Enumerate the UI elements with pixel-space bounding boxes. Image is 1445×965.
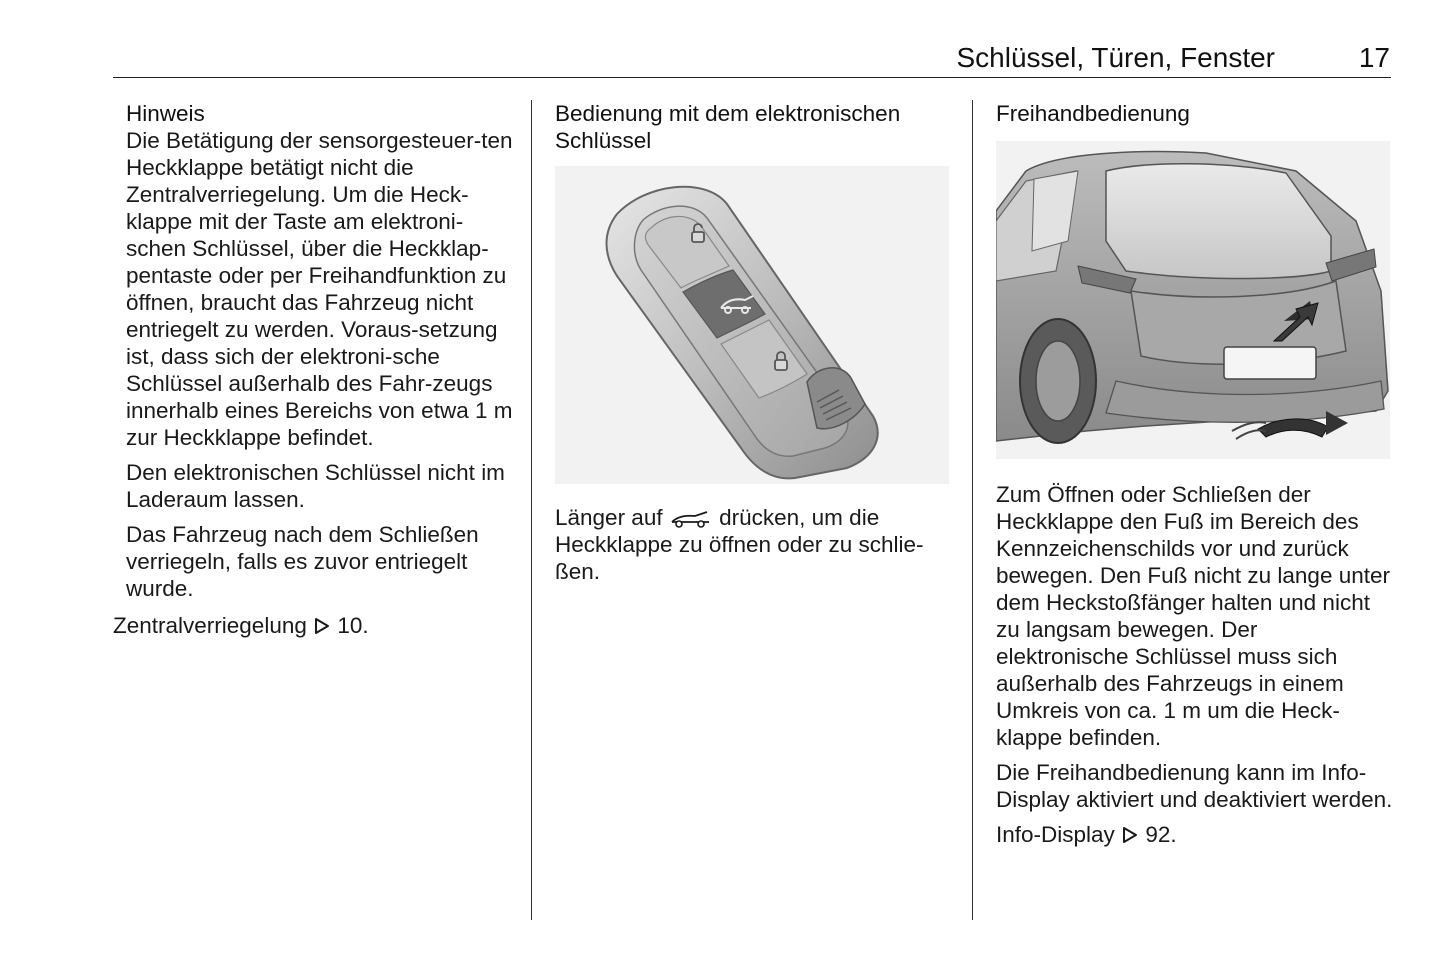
header-rule xyxy=(113,77,1391,78)
paragraph: Zum Öffnen oder Schließen der Heckklappe den Fuß im Bereich des Kennzeichenschilds vor und zurück bewegen. Den Fuß nicht zu lange unter dem Heckstoßfänger halten und nicht zu langsam bewegen. Der elektronische Schlüssel muss sich außerhalb des Fahrzeugs in einem Umkreis von ca. 1 m um die Heck-klappe befinden. xyxy=(996,482,1390,750)
column-divider xyxy=(972,100,973,920)
section-title: Schlüssel, Türen, Fenster xyxy=(956,42,1275,73)
instruction-text-end: drücken, um die Heckklappe zu öffnen oder zu schlie-ßen. xyxy=(555,505,924,584)
reference-arrow-icon xyxy=(313,617,331,635)
cross-reference[interactable] xyxy=(996,821,1394,848)
instruction-text xyxy=(555,504,950,585)
xref-page: 10. xyxy=(337,613,369,638)
cross-reference[interactable] xyxy=(113,612,513,639)
xref-label: Zentralverriegelung xyxy=(113,613,307,638)
note-paragraph: Die Betätigung der sensorgesteuer-ten Heckklappe betätigt nicht die Zentralverriegelung. Um die Heck-klappe mit der Taste am elektroni-schen Schlüssel, über die Heckklap-pentaste oder per Freihandfunktion zu öffnen, braucht das Fahrzeug nicht entriegelt zu werden. Voraus-setzung ist, dass sich der elektroni-sche Schlüssel außerhalb des Fahr-zeugs innerhalb eines Bereichs von etwa 1 m zur Heckklappe befindet. xyxy=(126,128,513,450)
column-1 xyxy=(113,100,513,647)
note-box xyxy=(113,100,513,602)
section-heading: Freihandbedienung xyxy=(996,101,1190,126)
instruction-text-start: Länger auf xyxy=(555,505,663,530)
column-divider xyxy=(531,100,532,920)
note-paragraph: Das Fahrzeug nach dem Schließen verriegeln, falls es zuvor entriegelt wurde. xyxy=(126,522,479,601)
handsfree-car-illustration xyxy=(996,141,1390,459)
xref-label: Info-Display xyxy=(996,822,1115,847)
reference-arrow-icon xyxy=(1121,826,1139,844)
note-heading: Hinweis xyxy=(126,101,205,126)
column-2 xyxy=(555,100,955,593)
xref-page: 92. xyxy=(1145,822,1177,847)
note-paragraph: Den elektronischen Schlüssel nicht im Laderaum lassen. xyxy=(126,460,505,512)
license-plate xyxy=(1224,347,1316,379)
page-number: 17 xyxy=(1358,42,1390,73)
car-rear-drawing xyxy=(996,141,1390,459)
column-3 xyxy=(996,100,1394,856)
key-fob-illustration xyxy=(555,166,949,484)
tailgate-button-icon xyxy=(669,509,713,529)
section-heading: Bedienung mit dem elektronischen Schlüssel xyxy=(555,101,901,153)
key-fob-drawing xyxy=(555,166,949,484)
paragraph: Die Freihandbedienung kann im Info-Display aktiviert und deaktiviert werden. xyxy=(996,760,1393,812)
